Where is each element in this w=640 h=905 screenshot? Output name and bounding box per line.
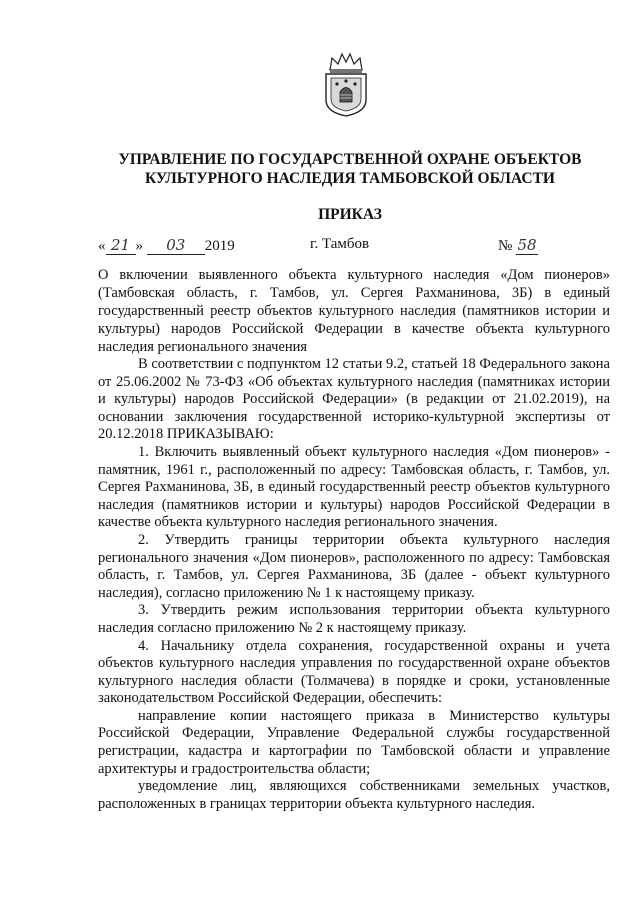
- date-day: 21: [106, 236, 136, 255]
- date-number-line: [98, 236, 608, 256]
- tambov-coat-of-arms-icon: [322, 50, 370, 118]
- item-4a-paragraph: направление копии настоящего приказа в Министерство культуры Российской Федерации, Управление Федеральной службы государственной регистрации, кадастра и картографии по Тамбовской области и управление архитектуры и градостроительства области;: [98, 707, 610, 777]
- organization-line-2: КУЛЬТУРНОГО НАСЛЕДИЯ ТАМБОВСКОЙ ОБЛАСТИ: [145, 170, 555, 187]
- item-2-paragraph: 2. Утвердить границы территории объекта культурного наследия регионального значения «Дом пионеров», расположенного по адресу: Тамбовская область, г. Тамбов, ул. Сергея Рахманинова, 3Б (далее - объект культурного наследия), согласно приложению № 1 к настоящему приказу.: [98, 531, 610, 601]
- order-number: № 58: [498, 236, 537, 254]
- document-type-title: ПРИКАЗ: [318, 206, 382, 223]
- city: г. Тамбов: [310, 236, 370, 252]
- item-4-paragraph: 4. Начальнику отдела сохранения, государственной охраны и учета объектов культурного наследия управления по государственной охране объектов культурного наследия области (Толмачева) в порядке и сроки, установленные законодательством Российской Федерации, обеспечить:: [98, 637, 610, 707]
- date-field: « 21 » 03 2019: [98, 236, 235, 254]
- order-number-value: 58: [517, 236, 537, 254]
- item-1-paragraph: 1. Включить выявленный объект культурного наследия «Дом пионеров» - памятник, 1961 г., расположенный по адресу: Тамбовская область, г. Тамбов, ул. Сергея Рахманинова, 3Б, в единый государственный реестр объектов культурного наследия (памятников истории и культуры) народов Российской Федерации в качестве объекта культурного наследия регионального значения.: [98, 443, 610, 531]
- order-body: [98, 356, 610, 813]
- date-year: 2019: [204, 238, 235, 254]
- order-subject: О включении выявленного объекта культурного наследия «Дом пионеров» (Тамбовская область, г. Тамбов, ул. Сергея Рахманинова, 3Б) в единый государственный реестр объектов культурного наследия (памятников истории и культуры) народов Российской Федерации в качестве объекта культурного наследия регионального значения: [98, 267, 610, 355]
- item-4b-paragraph: уведомление лиц, являющихся собственниками земельных участков, расположенных в границах территории объекта культурного наследия.: [98, 778, 610, 812]
- preamble-paragraph: В соответствии с подпунктом 12 статьи 9.2, статьей 18 Федерального закона от 25.06.2002 № 73-ФЗ «Об объектах культурного наследия (памятниках истории и культуры) народов Российской Федерации» (в редакции от 21.02.2019), на основании заключения государственной историко-культурной экспертизы от 20.12.2018 ПРИКАЗЫВАЮ:: [98, 356, 610, 443]
- organization-line-1: УПРАВЛЕНИЕ ПО ГОСУДАРСТВЕННОЙ ОХРАНЕ ОБЪЕКТОВ: [118, 151, 582, 168]
- item-3-paragraph: 3. Утвердить режим использования территории объекта культурного наследия согласно приложению № 2 к настоящему приказу.: [98, 602, 610, 636]
- date-month: 03: [147, 236, 205, 255]
- organization-name: [90, 150, 610, 188]
